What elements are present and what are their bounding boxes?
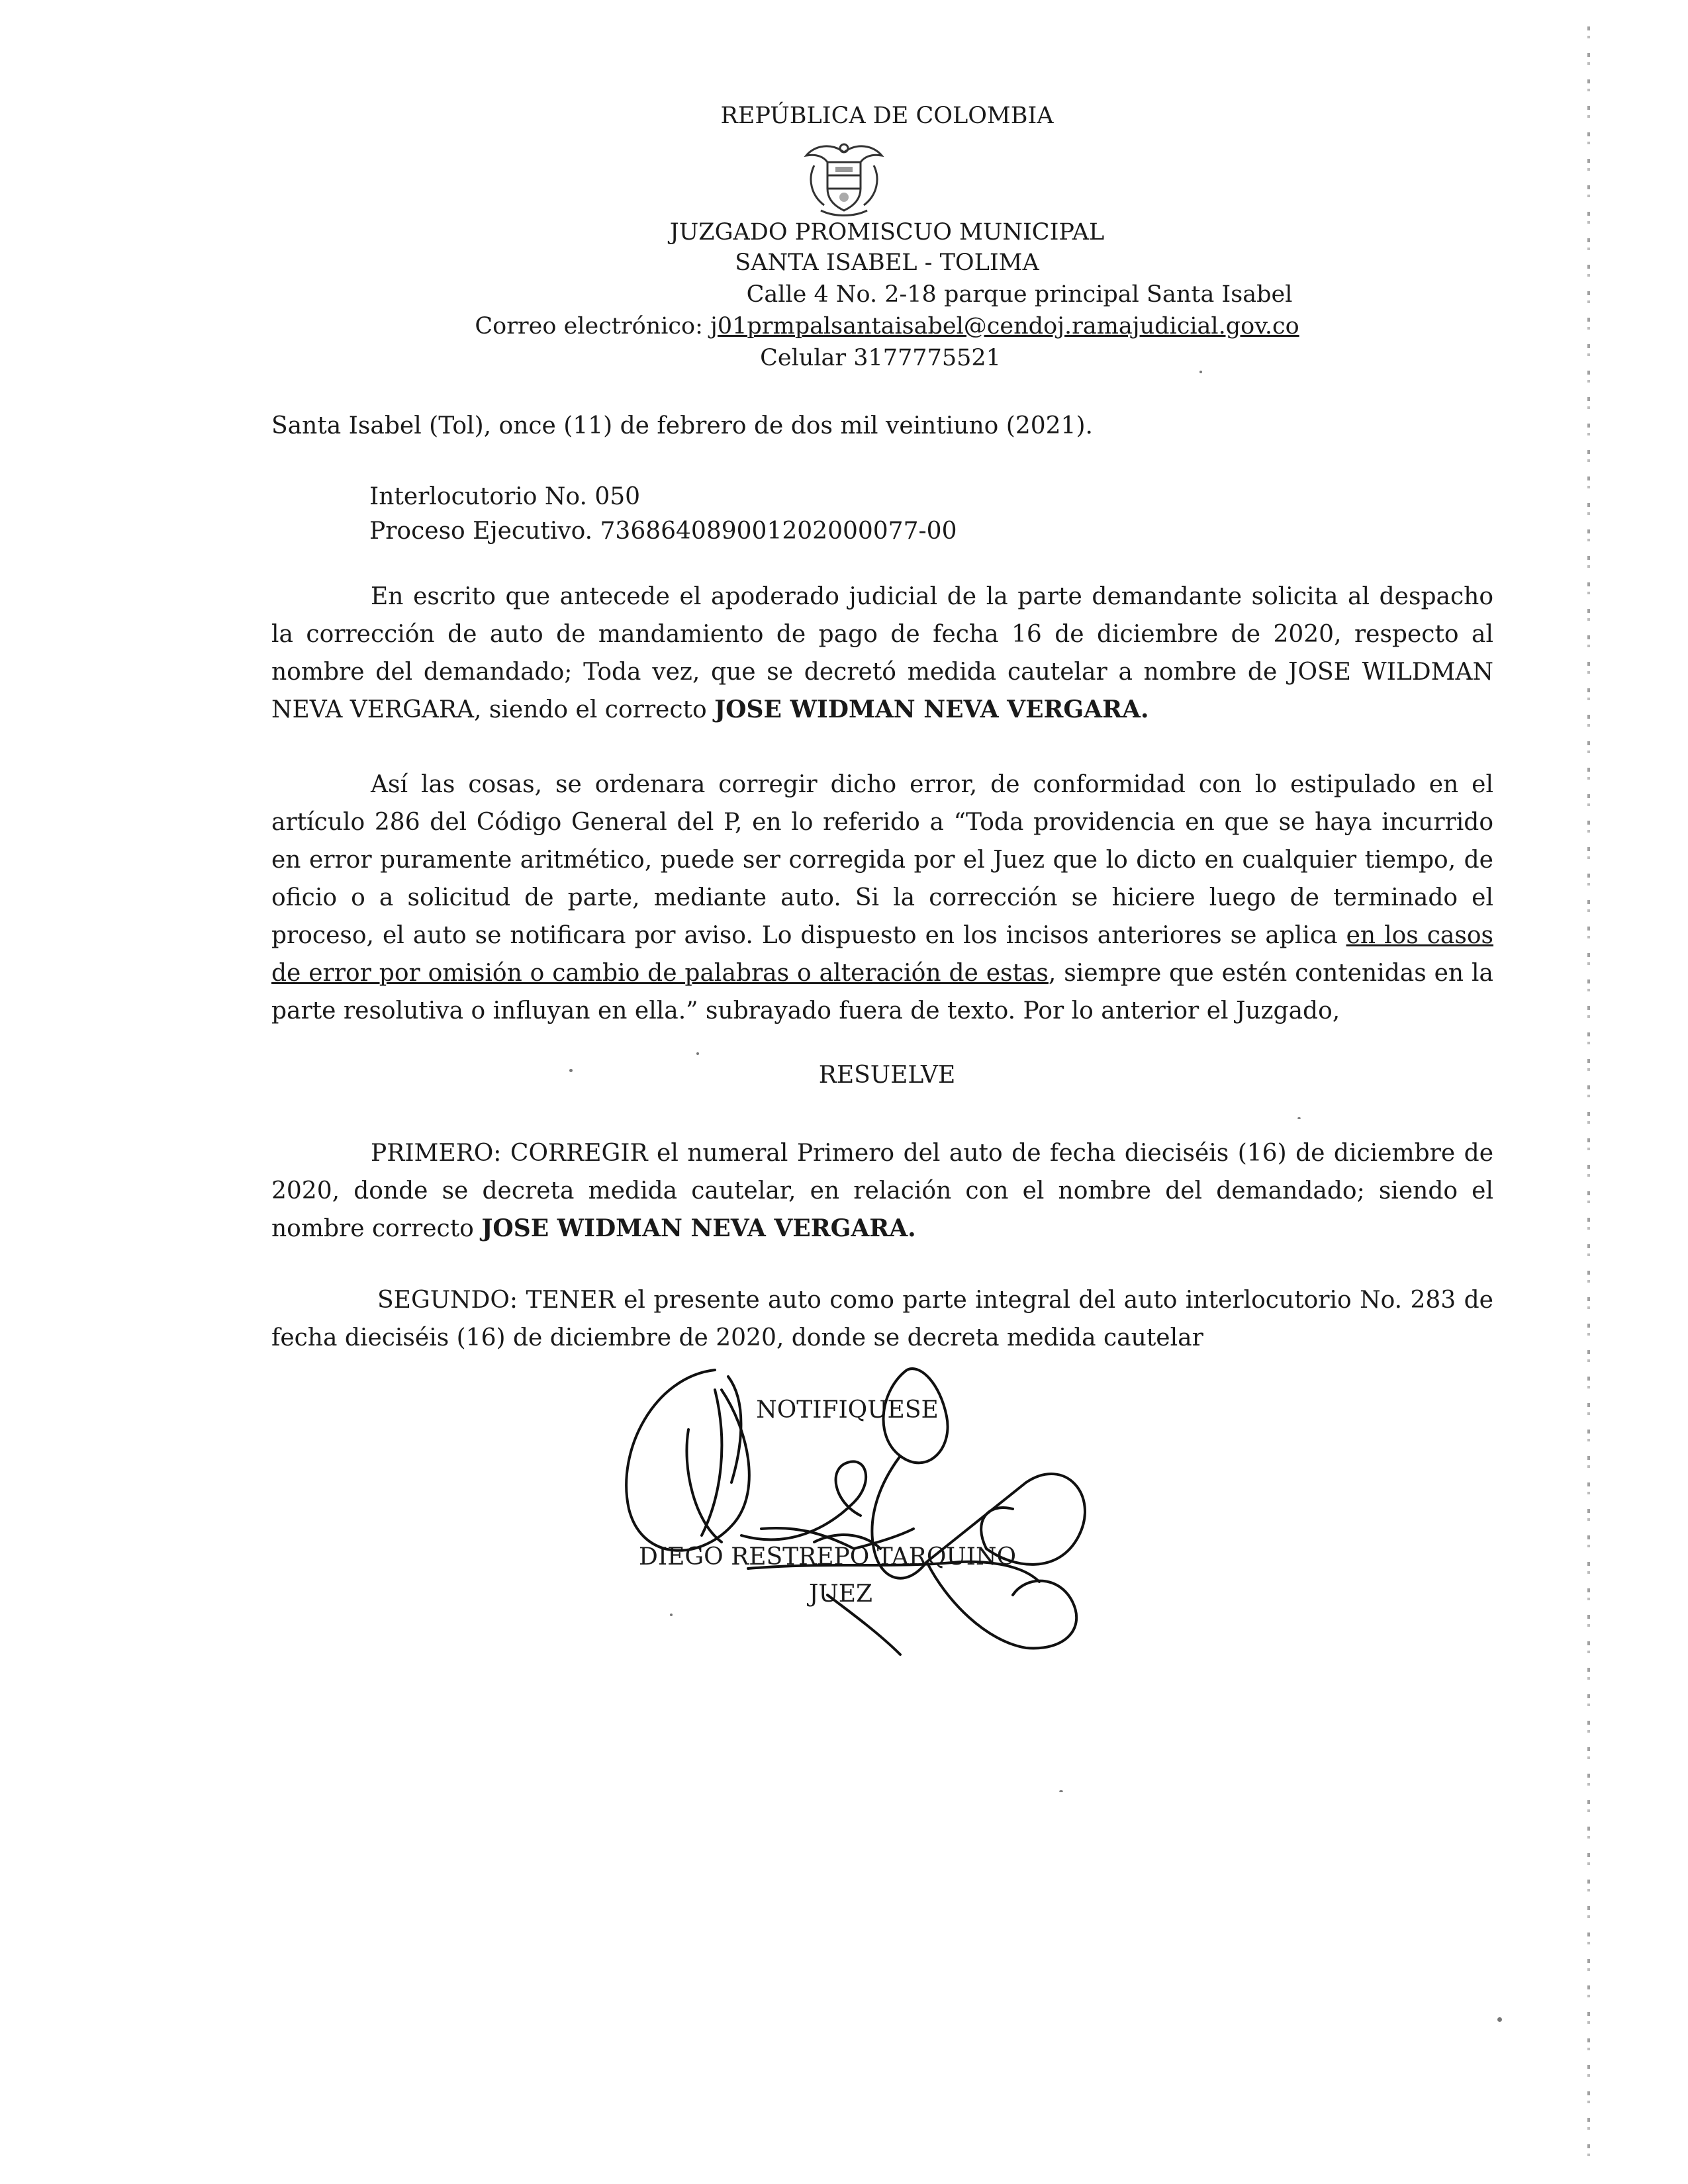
header-country: REPÚBLICA DE COLOMBIA — [720, 103, 1054, 129]
primero-bold-name: JOSE WIDMAN NEVA VERGARA. — [481, 1214, 916, 1242]
paragraph-1-text: En escrito que antecede el apoderado judicial de la parte demandante solicita al despacho la corrección de auto de mandamiento de pago de fecha 16 de diciembre de 2020, respecto al nombre del demandado; Toda vez, que se decretó medida cautelar a nombre de JOSE WILDMAN NEVA VERGARA, siendo el correcto — [271, 583, 1493, 723]
resuelve-heading: RESUELVE — [818, 1062, 956, 1089]
header-phone: Celular 3177775521 — [760, 345, 1001, 371]
paragraph-1 — [271, 578, 1493, 729]
scan-speck — [569, 1069, 573, 1072]
header-location: SANTA ISABEL - TOLIMA — [735, 250, 1039, 276]
segundo-paragraph — [271, 1281, 1493, 1357]
header-court: JUZGADO PROMISCUO MUNICIPAL — [669, 219, 1105, 246]
handwritten-signature — [616, 1350, 1092, 1668]
paragraph-2-text-before: Así las cosas, se ordenara corregir dicho error, de conformidad con lo estipulado en el artículo 286 del Código General del P, en lo referido a “Toda providencia en que se haya incurrido en error puramente aritmético, puede ser corregida por el Juez que lo dicto en cualquier tiempo, de oficio o a solicitud de parte, mediante auto. Si la corrección se hiciere luego de terminado el proceso, el auto se notificara por aviso. Lo dispuesto en los incisos anteriores se aplica — [271, 771, 1493, 949]
paragraph-2-text-after: , siempre que estén contenidas en la parte resolutiva o influyan en ella.” subrayado fuera de texto. Por lo anterior el Juzgado, — [271, 960, 1493, 1024]
scan-speck — [670, 1614, 673, 1616]
primero-paragraph — [271, 1134, 1493, 1248]
paragraph-1-bold-name: JOSE WIDMAN NEVA VERGARA. — [714, 696, 1149, 723]
primero-text: PRIMERO: CORREGIR el numeral Primero del auto de fecha dieciséis (16) de diciembre de 2020, donde se decreta medida cautelar, en relación con el nombre del demandado; siendo el nombre correcto — [271, 1140, 1493, 1242]
email-link[interactable]: j01prmpalsantaisabel@cendoj.ramajudicial.gov.co — [710, 313, 1299, 340]
notifiquese-text: NOTIFIQUESE — [756, 1396, 939, 1424]
judge-title: JUEZ — [808, 1580, 873, 1608]
header-email-line — [475, 311, 1299, 341]
colombia-coat-of-arms-icon — [794, 139, 894, 218]
scan-edge-artifact — [1587, 26, 1590, 2158]
segundo-text: SEGUNDO: TENER el presente auto como parte integral del auto interlocutorio No. 283 de fecha dieciséis (16) de diciembre de 2020, donde se decreta medida cautelar — [271, 1287, 1493, 1351]
scan-speck — [1199, 371, 1202, 373]
paragraph-2 — [271, 766, 1493, 1030]
judge-name: DIEGO RESTREPO TARQUINO — [639, 1543, 1016, 1570]
scan-speck — [1497, 2017, 1502, 2022]
reference-block — [369, 480, 957, 549]
reference-proceso: Proceso Ejecutivo. 736864089001202000077-00 — [369, 518, 957, 545]
scan-speck — [1297, 1117, 1301, 1119]
email-label: Correo electrónico: — [475, 313, 710, 340]
reference-interlocutorio: Interlocutorio No. 050 — [369, 483, 641, 510]
scan-speck — [696, 1052, 699, 1055]
scan-speck — [1059, 1790, 1063, 1792]
header-address: Calle 4 No. 2-18 parque principal Santa Isabel — [746, 281, 1293, 308]
date-line: Santa Isabel (Tol), once (11) de febrero de dos mil veintiuno (2021). — [271, 412, 1093, 439]
paragraph-2-underlined: en los casos de error por omisión o cambio de palabras o alteración de estas — [271, 922, 1494, 987]
